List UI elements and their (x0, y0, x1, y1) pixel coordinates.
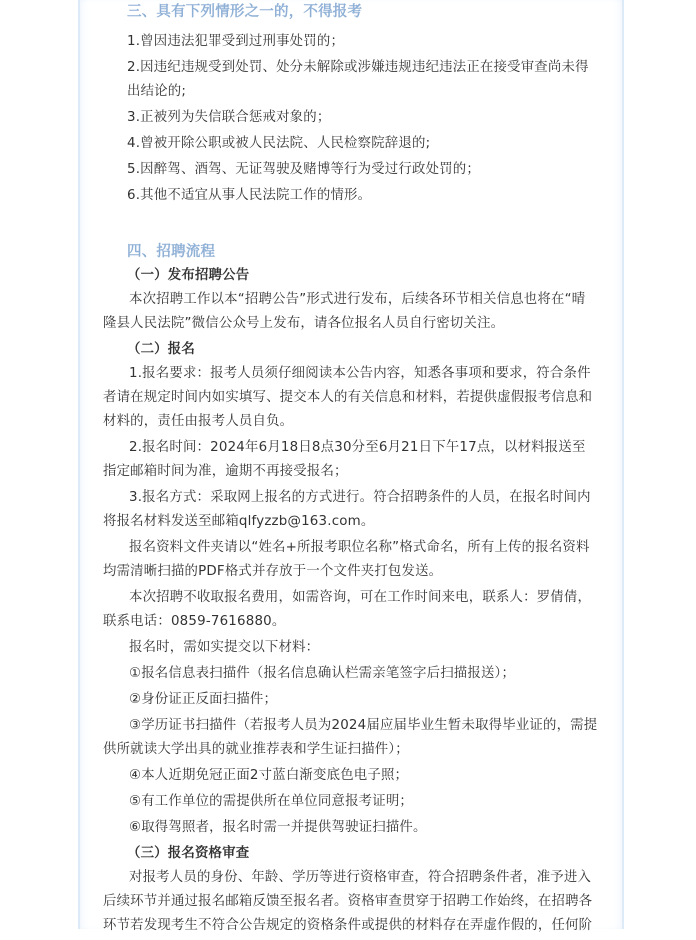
list-item: ⑤有工作单位的需提供所在单位同意报考证明； (129, 794, 414, 809)
subsection-title: （三）报名资格审查 (127, 846, 250, 861)
section-heading-process: 四、招聘流程 (127, 244, 216, 260)
paragraph: 本次招聘不收取报名费用，如需咨询，可在工作时间来电，联系人：罗倩倩，联系电话：0859-7616880。 (103, 590, 592, 629)
subsection-title: （一）发布招聘公告 (127, 268, 250, 283)
paragraph: 2.报名时间：2024年6月18日8点30分至6月21日下午17点，以材料报送至指定邮箱时间为准，逾期不再接受报名； (103, 440, 586, 479)
subsection-title: （二）报名 (127, 342, 195, 357)
paragraph: 报名资料文件夹请以“姓名+所报考职位名称”格式命名，所有上传的报名资料均需清晰扫描的PDF格式并存放于一个文件夹打包发送。 (103, 540, 590, 579)
paragraph: 报名时，需如实提交以下材料： (129, 640, 320, 655)
list-item: 3.正被列为失信联合惩戒对象的； (127, 110, 331, 125)
paragraph: 1.报名要求：报考人员须仔细阅读本公告内容，知悉各事项和要求，符合条件者请在规定时间内如实填写、提交本人的有关信息和材料，若提供虚假报考信息和材料的，责任由报考人员自负。 (103, 366, 593, 429)
paragraph: 本次招聘工作以本“招聘公告”形式进行发布，后续各环节相关信息也将在“晴隆县人民法院”微信公众号上发布，请各位报名人员自行密切关注。 (103, 292, 586, 331)
paragraph: 对报考人员的身份、年龄、学历等进行资格审查，符合招聘条件者，准予进入后续环节并通过报名邮箱反馈至报名者。资格审查贯穿于招聘工作始终，在招聘各环节若发现考生不符合公告规定的资格条件或提供的材料存在弄虚作假的，任何阶 (103, 870, 593, 933)
list-item: 2.因违纪违规受到处罚、处分未解除或涉嫌违规违纪违法正在接受审查尚未得出结论的; (127, 60, 589, 99)
list-item: ③学历证书扫描件（若报考人员为2024届应届毕业生暂未取得毕业证的，需提供所就读大学出具的就业推荐表和学生证扫描件）； (103, 718, 598, 757)
list-item: 6.其他不适宜从事人民法院工作的情形。 (127, 188, 372, 203)
list-item: 5.因醉驾、酒驾、无证驾驶及赌博等行为受过行政处罚的； (127, 162, 480, 177)
list-item: 1.曾因违法犯罪受到过刑事处罚的； (127, 34, 345, 49)
article-body (103, 0, 598, 940)
paragraph: 3.报名方式：采取网上报名的方式进行。符合招聘条件的人员，在报名时间内将报名材料发送至邮箱qlfyzzb@163.com。 (103, 490, 591, 529)
list-item: ⑥取得驾照者，报名时需一并提供驾驶证扫描件。 (129, 820, 427, 835)
list-item: 4.曾被开除公职或被人民法院、人民检察院辞退的; (127, 136, 431, 151)
list-item: ④本人近期免冠正面2寸蓝白渐变底色电子照； (129, 768, 409, 783)
list-item: ①报名信息表扫描件（报名信息确认栏需亲笔签字后扫描报送）； (129, 666, 516, 681)
list-item: ②身份证正反面扫描件； (129, 692, 278, 707)
section-heading-disqualify: 三、具有下列情形之一的，不得报考 (127, 4, 363, 20)
